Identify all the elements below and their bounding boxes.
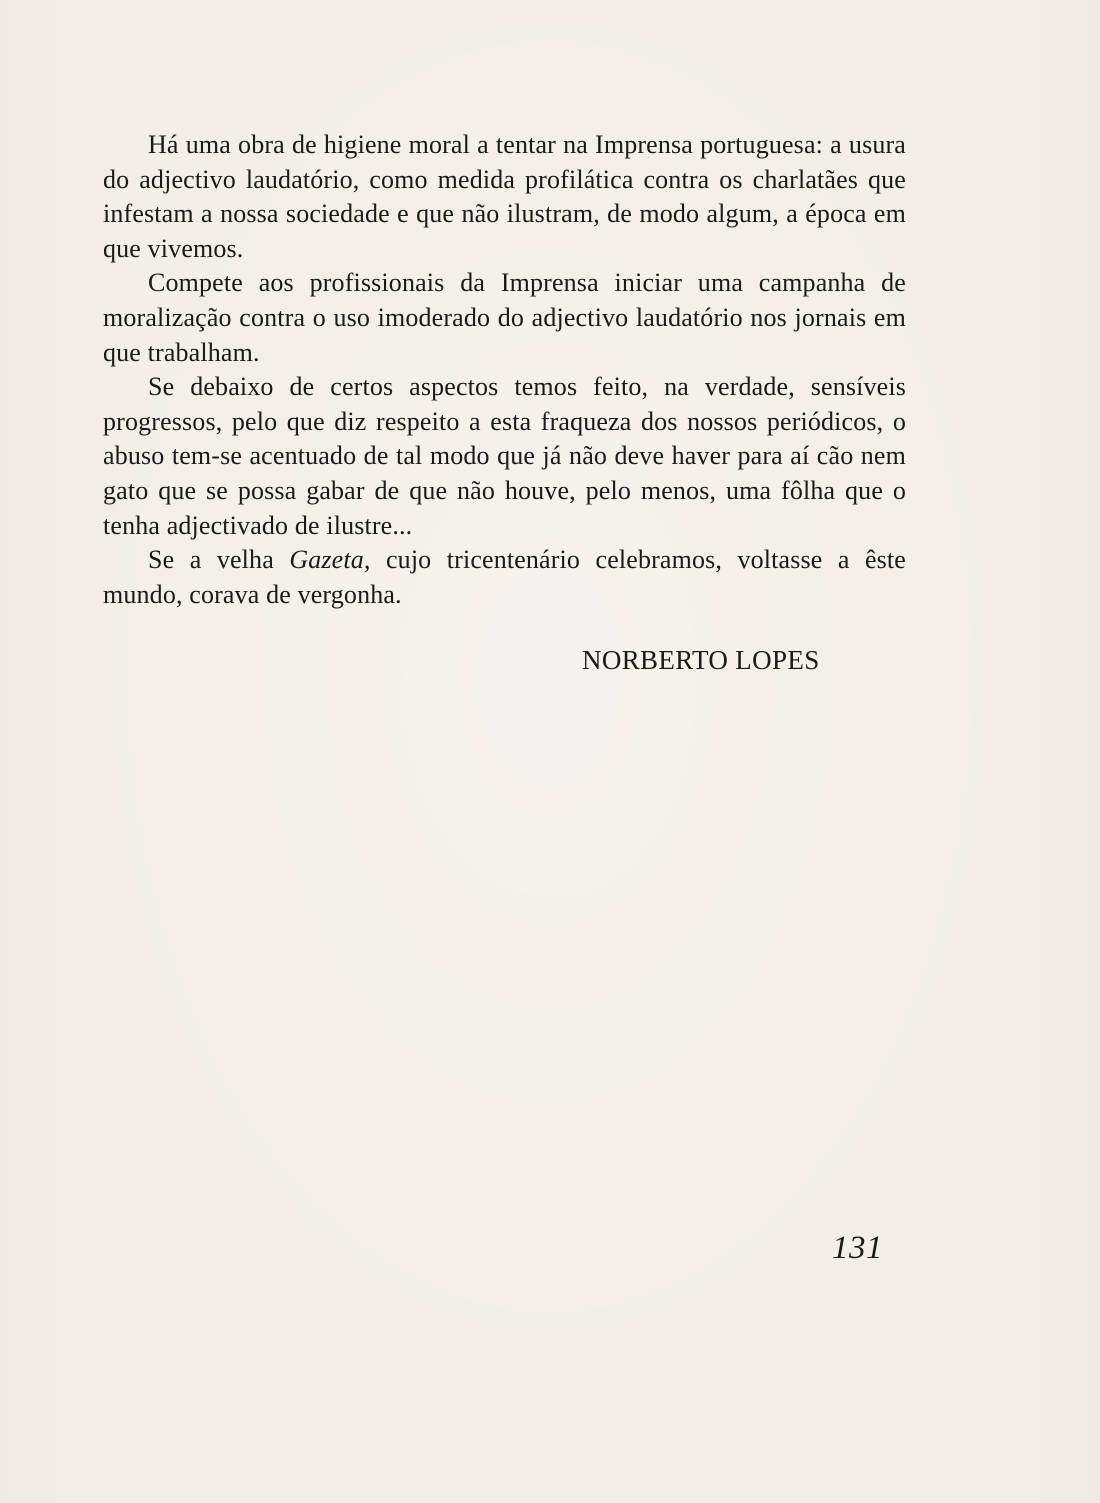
paragraph-3: Se debaixo de certos aspectos temos feito, na verdade, sensíveis progressos, pelo que diz respeito a esta fraqueza dos nossos periódicos, o abuso tem-se acentuado de tal modo que já não deve haver para aí cão nem gato que se possa gabar de que não houve, pelo menos, uma fôlha que o tenha adjectivado de ilustre... [103,372,906,540]
page-number: 131 [832,1230,883,1266]
paragraph-4-text-after: cujo tricentenário celebramos, voltasse a êste mundo, corava de vergonha. [103,545,906,609]
paragraph-4 [103,543,906,612]
paragraph-1: Há uma obra de higiene moral a tentar na Imprensa portuguesa: a usura do adjectivo laudatório, como medida profilática contra os charlatães que infestam a nossa sociedade e que não ilustram, de modo algum, a época em que vivemos. [103,130,906,263]
newspaper-title-gazeta: Gazeta, [289,545,371,575]
article-text [103,128,906,612]
paragraph-4-text-before: Se a velha [148,545,290,575]
author-signature: NORBERTO LOPES [582,645,820,675]
paragraph-2: Compete aos profissionais da Imprensa iniciar uma campanha de moralização contra o uso imoderado do adjectivo laudatório nos jornais em que trabalham. [103,268,906,367]
